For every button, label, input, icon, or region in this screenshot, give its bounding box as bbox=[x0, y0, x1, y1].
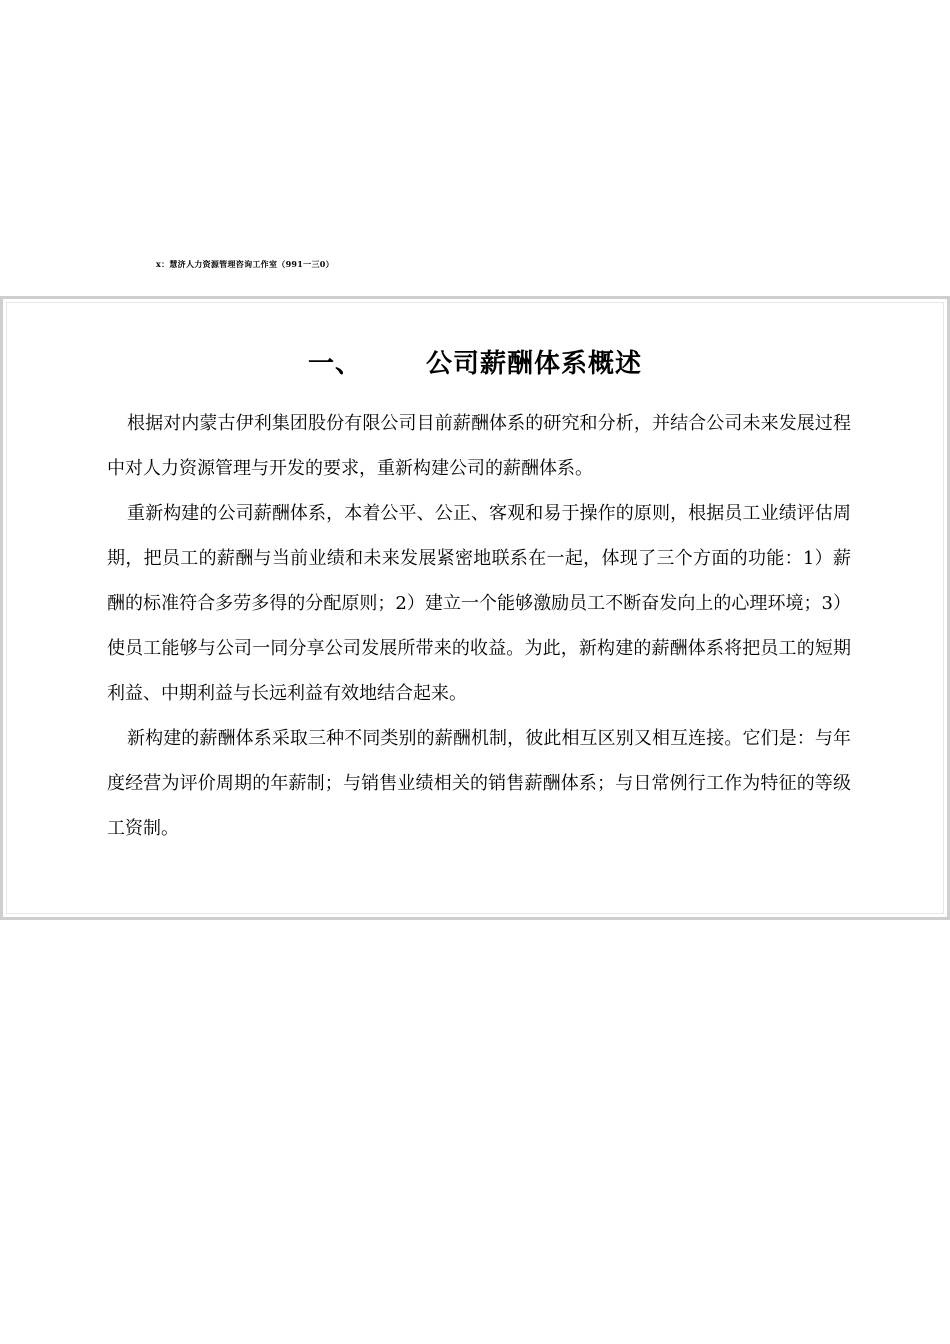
section-title: 公司薪酬体系概述 bbox=[426, 349, 643, 379]
paragraph-3: 新构建的薪酬体系采取三种不同类别的薪酬机制，彼此相互区别又相互连接。它们是：与年度经营为评价周期的年薪制；与销售业绩相关的销售薪酬体系；与日常例行工作为特征的等级工资制。 bbox=[107, 728, 851, 839]
paragraph-2: 重新构建的公司薪酬体系，本着公平、公正、客观和易于操作的原则，根据员工业绩评估周期，把员工的薪酬与当前业绩和未来发展紧密地联系在一起，体现了三个方面的功能：1）薪酬的标准符合多劳多得的分配原则；2）建立一个能够激励员工不断奋发向上的心理环境；3）使员工能够与公司一同分享公司发展所带来的收益。为此，新构建的薪酬体系将把员工的短期利益、中期利益与长远利益有效地结合起来。 bbox=[107, 503, 851, 704]
paragraph-1: 根据对内蒙古伊利集团股份有限公司目前薪酬体系的研究和分析，并结合公司未来发展过程中对人力资源管理与开发的要求，重新构建公司的薪酬体系。 bbox=[107, 413, 851, 479]
header-note: x：慧济人力资源管理咨询工作室（991一三0） bbox=[156, 259, 334, 269]
section-number: 一、 bbox=[307, 349, 362, 379]
content-frame bbox=[0, 296, 950, 920]
body-text bbox=[107, 401, 851, 851]
section-heading bbox=[3, 343, 947, 380]
